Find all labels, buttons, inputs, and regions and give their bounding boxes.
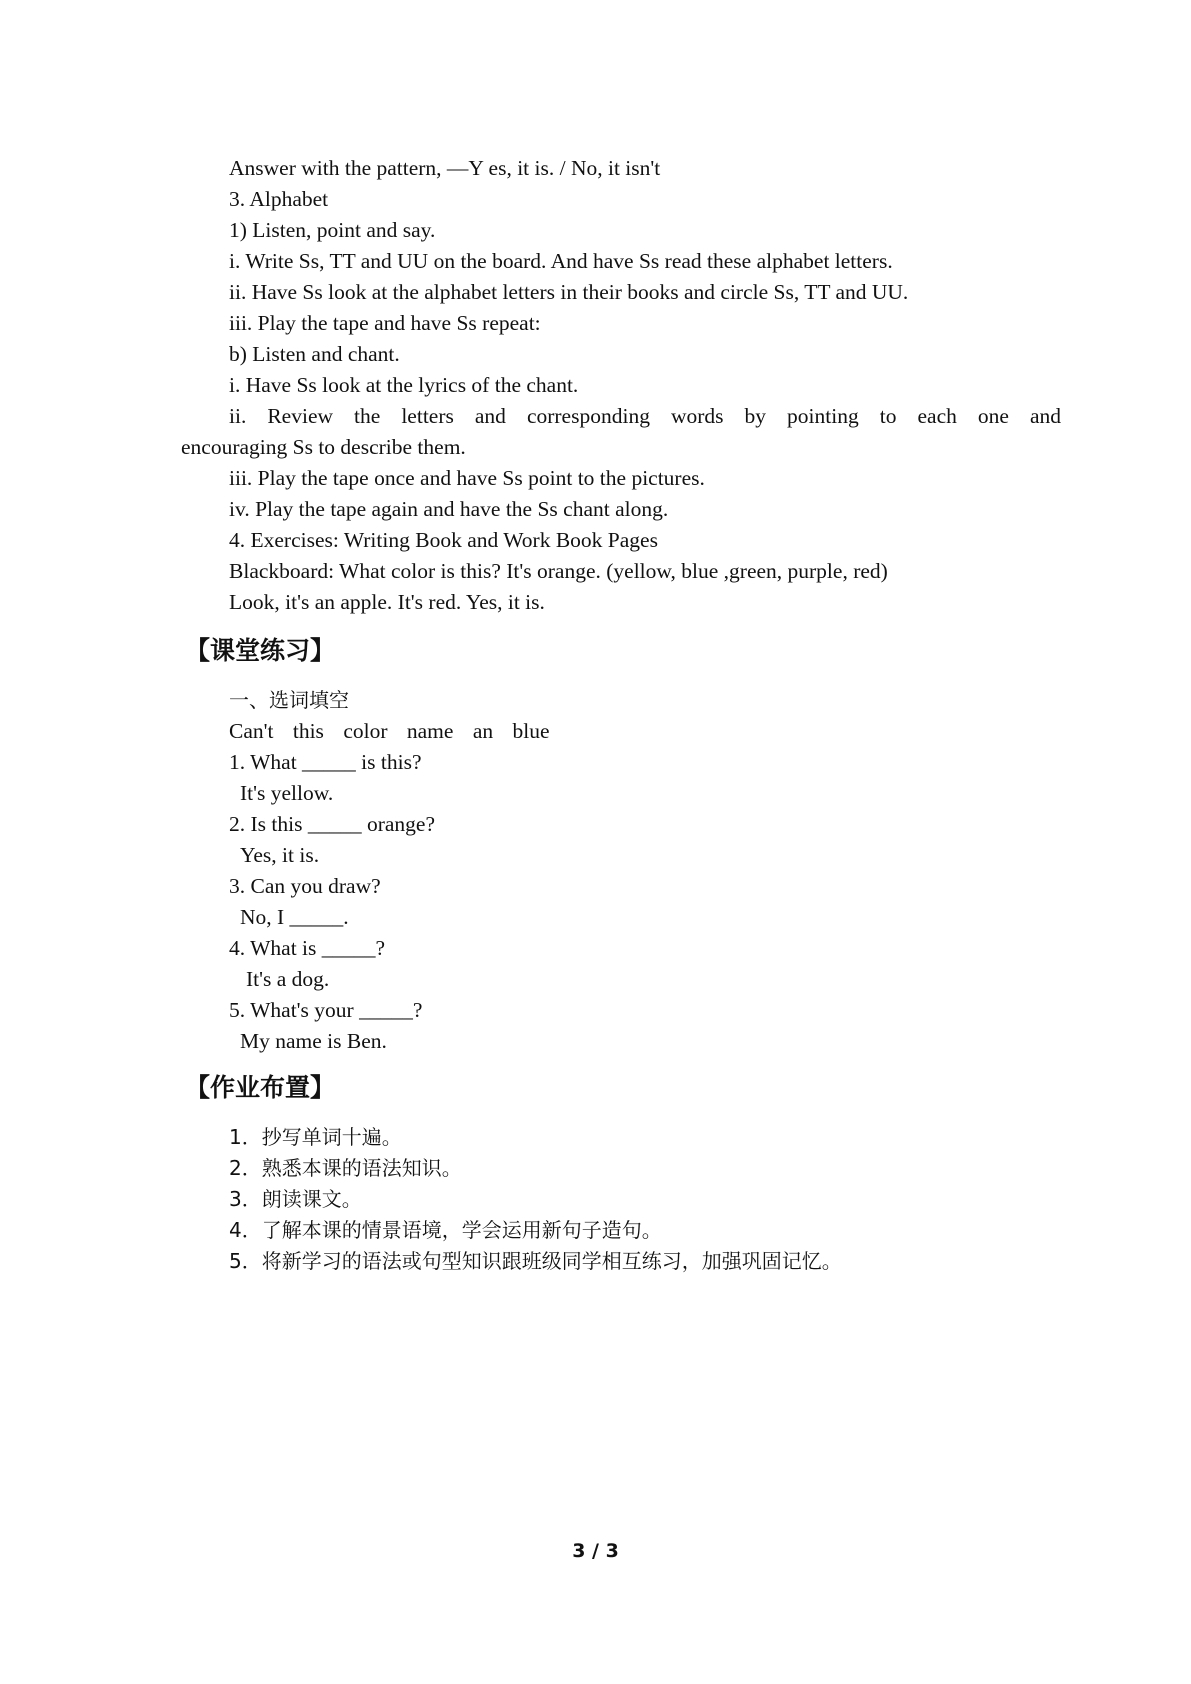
lesson-line: Answer with the pattern, —Y es, it is. / No, it isn't [229,156,661,180]
page-number: 3 / 3 [572,1540,619,1562]
homework-heading: 【作业布置】 [185,1073,336,1102]
lesson-line: encouraging Ss to describe them. [181,435,466,459]
lesson-line: Blackboard: What color is this? It's orange. (yellow, blue ,green, purple, red) [229,559,888,583]
lesson-line: i. Have Ss look at the lyrics of the chant. [229,373,579,397]
homework-item: 4．了解本课的情景语境，学会运用新句子造句。 [229,1218,662,1242]
exercise-answer: My name is Ben. [240,1029,387,1053]
lesson-line: 3. Alphabet [229,187,329,211]
homework-item: 3．朗读课文。 [229,1187,362,1211]
exercise-question: 1. What _____ is this? [229,750,422,774]
practice-heading: 【课堂练习】 [185,636,336,665]
word-bank-item: name [406,719,454,743]
lesson-line: Look, it's an apple. It's red. Yes, it is. [229,590,545,614]
exercise-question: 2. Is this _____ orange? [229,812,436,836]
exercise-question: 5. What's your _____? [229,998,423,1022]
lesson-line: iv. Play the tape again and have the Ss chant along. [229,497,669,521]
word-bank-item: Can't [229,719,274,743]
lesson-line: 4. Exercises: Writing Book and Work Book Pages [229,528,658,552]
lesson-line: 1) Listen, point and say. [229,218,436,242]
exercise-answer: It's yellow. [240,781,334,805]
lesson-line: iii. Play the tape once and have Ss point to the pictures. [229,466,705,490]
lesson-line: ii. Review the letters and corresponding words by pointing to each one and [229,404,1061,428]
word-bank-item: an [472,719,494,743]
exercise-question: 4. What is _____? [229,936,386,960]
lesson-line: iii. Play the tape and have Ss repeat: [229,311,541,335]
lesson-line: i. Write Ss, TT and UU on the board. And have Ss read these alphabet letters. [229,249,893,273]
word-bank-item: this [292,719,324,743]
exercise-answer: No, I _____. [240,905,349,929]
exercise-answer: It's a dog. [246,967,330,991]
exercise-question: 3. Can you draw? [229,874,381,898]
word-bank-item: blue [512,719,550,743]
homework-item: 2．熟悉本课的语法知识。 [229,1156,462,1180]
lesson-line: ii. Have Ss look at the alphabet letters in their books and circle Ss, TT and UU. [229,280,909,304]
practice-subtitle: 一、选词填空 [229,688,349,712]
homework-item: 1．抄写单词十遍。 [229,1125,402,1149]
lesson-line: b) Listen and chant. [229,342,400,366]
word-bank-item: color [343,719,388,743]
homework-item: 5．将新学习的语法或句型知识跟班级同学相互练习，加强巩固记忆。 [229,1249,842,1273]
exercise-answer: Yes, it is. [240,843,320,867]
word-bank [229,717,564,745]
